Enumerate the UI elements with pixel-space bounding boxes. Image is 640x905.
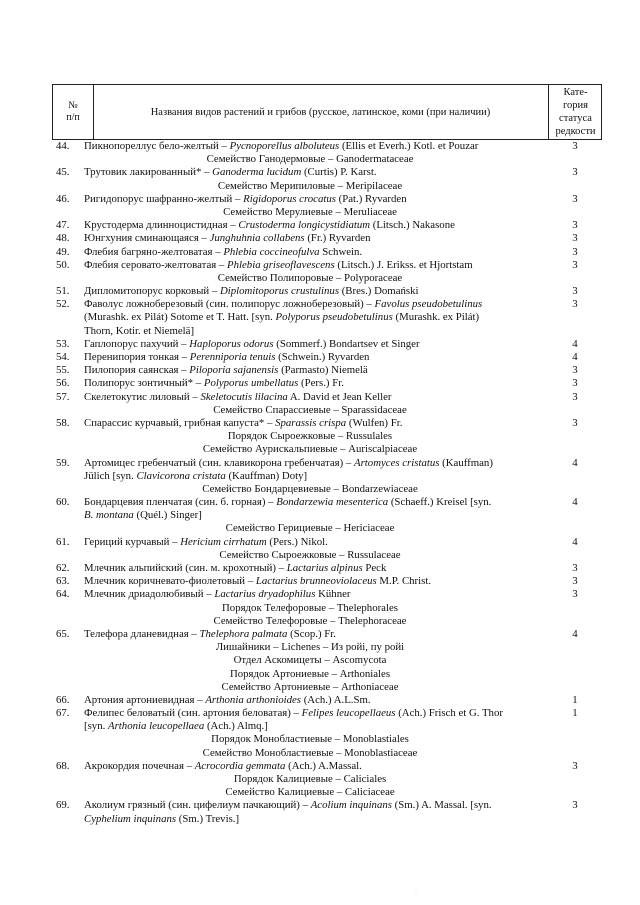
taxon-heading xyxy=(0,602,640,615)
species-row xyxy=(0,285,640,298)
row-number: 65. xyxy=(56,627,70,640)
common-name: Трутовик лакированный* – xyxy=(84,166,213,179)
author-citation: (Sm.) A. Massal. [syn. xyxy=(391,799,492,812)
species-name xyxy=(84,219,544,232)
species-name-continued xyxy=(84,720,544,733)
species-row xyxy=(0,166,640,179)
taxon-heading xyxy=(0,272,640,285)
rarity-category: 4 xyxy=(572,351,578,363)
header-category-column: Кате- гория статуса редкости xyxy=(555,87,596,137)
row-number: 52. xyxy=(56,298,70,311)
latin-name: Ganoderma lucidum xyxy=(212,166,302,179)
species-row xyxy=(0,232,640,245)
rarity-category: 1 xyxy=(572,693,578,706)
author-citation: Peck xyxy=(362,562,387,574)
taxon-heading xyxy=(0,483,640,496)
species-name xyxy=(84,588,544,601)
row-number: 56. xyxy=(56,377,70,390)
rarity-category: 4 xyxy=(572,337,578,350)
species-row xyxy=(0,140,640,153)
author-citation: (Pers.) Nikol. xyxy=(266,535,328,548)
species-row xyxy=(0,193,640,206)
latin-name: B. montana xyxy=(84,509,134,522)
header-number-column: № п/п xyxy=(66,100,80,123)
row-number: 61. xyxy=(56,535,70,548)
species-name xyxy=(84,259,544,272)
latin-name: Clavicorona cristata xyxy=(136,469,226,482)
author-citation: (Litsch.) J. Erikss. et Hjortstam xyxy=(334,258,473,271)
taxon-heading-text: Семейство Герициевые – Hericiaceae xyxy=(225,522,395,535)
taxon-heading xyxy=(0,404,640,417)
taxon-heading-text: Семейство Артониевые – Arthoniaceae xyxy=(221,680,399,693)
latin-name: Junghuhnia collabens xyxy=(209,232,305,245)
author-citation: (Schaeff.) Kreisel [syn. xyxy=(388,496,492,509)
taxon-heading xyxy=(0,430,640,443)
taxon-heading-text: Семейство Калициевые – Caliciaceae xyxy=(225,786,395,799)
author-citation: Schwein. xyxy=(319,245,363,258)
row-number: 46. xyxy=(56,192,70,205)
latin-name: Sparassis crispa xyxy=(275,416,347,429)
continued-text: Jülich [syn. xyxy=(84,469,137,482)
latin-name: Rigidoporus crocatus xyxy=(243,192,336,205)
author-citation: (Kauffman) xyxy=(439,456,493,469)
row-number: 62. xyxy=(56,562,70,574)
species-row xyxy=(0,391,640,404)
author-citation: (Schwein.) Ryvarden xyxy=(275,351,370,363)
latin-name: Acrocordia gemmata xyxy=(194,759,286,772)
common-name: Флебия серовато-желтоватая – xyxy=(84,258,228,271)
taxon-heading xyxy=(0,641,640,654)
author-citation: (Scop.) Fr. xyxy=(287,627,336,640)
common-name: Фаволус ложноберезовый (син. полипорус ложноберезовый) – xyxy=(84,298,375,311)
species-name xyxy=(84,246,544,259)
taxon-heading xyxy=(0,654,640,667)
author-citation: (Ach.) A.L.Sm. xyxy=(301,693,371,706)
species-name xyxy=(84,496,544,509)
species-row-continuation xyxy=(0,470,640,483)
latin-name: Pycnoporellus alboluteus xyxy=(229,140,340,152)
common-name: Ригидопорус шафранно-желтый – xyxy=(84,192,244,205)
species-name-continued xyxy=(84,470,544,483)
species-row xyxy=(0,760,640,773)
taxon-heading-text: Семейство Бондарцевиевые – Bondarzewiaceae xyxy=(202,482,418,495)
species-row xyxy=(0,562,640,575)
row-number: 49. xyxy=(56,245,70,258)
species-row xyxy=(0,298,640,311)
species-row xyxy=(0,219,640,232)
species-name-continued xyxy=(84,325,544,338)
latin-name: Artomyces cristatus xyxy=(354,456,440,469)
row-number: 53. xyxy=(56,337,70,350)
common-name: Млечник альпийский (син. м. крохотный) – xyxy=(84,562,287,574)
rarity-category: 1 xyxy=(572,707,578,720)
taxon-heading xyxy=(0,747,640,760)
rarity-category: 3 xyxy=(572,232,578,245)
latin-name: Perenniporia tenuis xyxy=(189,351,276,363)
species-name xyxy=(84,377,544,390)
taxon-heading xyxy=(0,668,640,681)
species-name xyxy=(84,232,544,245)
header-names-column: Названия видов растений и грибов (русское, латинское, коми (при наличии) xyxy=(150,106,491,118)
row-number: 60. xyxy=(56,496,70,509)
species-row xyxy=(0,457,640,470)
common-name: Спарассис курчавый, грибная капуста* – xyxy=(84,416,276,429)
continued-text: [syn. xyxy=(84,720,108,733)
common-name: Крустодерма длинноцистидная – xyxy=(84,219,239,232)
species-name xyxy=(84,166,544,179)
species-row xyxy=(0,259,640,272)
rarity-category: 4 xyxy=(572,496,578,509)
author-citation: (Sommerf.) Bondartsev et Singer xyxy=(273,337,420,350)
taxon-heading-text: Порядок Телефоровые – Thelephorales xyxy=(222,601,398,614)
species-name xyxy=(84,391,544,404)
species-name xyxy=(84,364,544,377)
taxon-heading-text: Семейство Сыроежковые – Russulaceae xyxy=(219,548,401,561)
common-name: Скелетокутис лиловый – xyxy=(84,390,201,403)
taxon-heading xyxy=(0,522,640,535)
species-row xyxy=(0,575,640,588)
common-name: Дипломитопорус корковый – xyxy=(84,285,220,298)
latin-name: Diplomitoporus crustulinus xyxy=(219,285,340,298)
species-row-continuation xyxy=(0,311,640,324)
rarity-category: 3 xyxy=(572,219,578,232)
species-name xyxy=(84,760,544,773)
rarity-category: 3 xyxy=(572,390,578,403)
species-row-continuation xyxy=(0,509,640,522)
rarity-category: 3 xyxy=(572,192,578,205)
common-name: Млечник дриадолюбивый – xyxy=(84,588,215,601)
rarity-category: 3 xyxy=(572,245,578,258)
common-name: Гериций курчавый – xyxy=(84,535,181,548)
species-name xyxy=(84,707,544,720)
row-number: 66. xyxy=(56,693,70,706)
taxon-heading-text: Семейство Полипоровые – Polyporaceae xyxy=(217,271,403,284)
row-number: 45. xyxy=(56,166,70,179)
latin-name: Phlebia griseoflavescens xyxy=(227,258,335,271)
latin-name: Lactarius dryadophilus xyxy=(214,588,316,601)
latin-name: Hericium cirrhatum xyxy=(180,535,267,548)
species-name xyxy=(84,536,544,549)
species-name-continued xyxy=(84,311,544,324)
species-name xyxy=(84,694,544,707)
taxon-heading xyxy=(0,443,640,456)
taxon-heading xyxy=(0,773,640,786)
author-citation: (Fr.) Ryvarden xyxy=(304,232,371,245)
latin-name: Thelephora palmata xyxy=(199,627,288,640)
author-citation: (Sm.) Trevis.] xyxy=(176,812,240,825)
taxon-heading-text: Семейство Аурискальпиевые – Auriscalpiaceae xyxy=(202,443,418,456)
species-name xyxy=(84,193,544,206)
common-name: Аколиум грязный (син. цифелиум пачкающий) – xyxy=(84,799,311,812)
rarity-category: 3 xyxy=(572,799,578,812)
row-number: 68. xyxy=(56,759,70,772)
species-row xyxy=(0,246,640,259)
author-citation: M.P. Christ. xyxy=(376,575,432,588)
rarity-category: 4 xyxy=(572,627,578,640)
latin-name: Felipes leucopellaeus xyxy=(301,707,396,720)
author-citation: (Ach.) A.Massal. xyxy=(285,759,362,772)
row-number: 50. xyxy=(56,258,70,271)
species-row xyxy=(0,536,640,549)
author-citation: (Wulfen) Fr. xyxy=(346,416,403,429)
taxon-heading xyxy=(0,786,640,799)
latin-name: Skeletocutis lilacina xyxy=(200,390,288,403)
species-name xyxy=(84,351,544,364)
species-row xyxy=(0,338,640,351)
species-name-continued xyxy=(84,813,544,826)
species-row xyxy=(0,588,640,601)
common-name: Пикнопореллус бело-желтый – xyxy=(84,140,230,152)
author-citation: (Kauffman) Doty] xyxy=(225,469,308,482)
taxon-heading xyxy=(0,153,640,166)
species-row xyxy=(0,799,640,812)
common-name: Фелипес беловатый (син. артония беловатая) – xyxy=(84,707,302,720)
taxon-heading xyxy=(0,615,640,628)
author-citation: Kühner xyxy=(315,588,351,601)
latin-name: Bondarzewia mesenterica xyxy=(276,496,389,509)
rarity-category: 3 xyxy=(572,258,578,271)
author-citation: A. David et Jean Keller xyxy=(287,390,392,403)
species-name xyxy=(84,285,544,298)
row-number: 58. xyxy=(56,416,70,429)
row-number: 55. xyxy=(56,364,70,377)
latin-name: Haploporus odorus xyxy=(189,337,274,350)
common-name: Артомицес гребенчатый (син. клавикорона гребенчатая) – xyxy=(84,456,354,469)
author-citation: (Parmasto) Niemelä xyxy=(278,364,368,377)
latin-name: Arthonia leucopellaea xyxy=(108,720,205,733)
latin-name: Lactarius alpinus xyxy=(286,562,363,574)
rarity-category: 4 xyxy=(572,456,578,469)
latin-name: Crustoderma longicystidiatum xyxy=(238,219,371,232)
species-row-continuation xyxy=(0,813,640,826)
taxon-heading-text: Семейство Телефоровые – Thelephoraceae xyxy=(213,614,407,627)
author-citation: (Litsch.) Nakasone xyxy=(370,219,455,232)
row-number: 57. xyxy=(56,390,70,403)
continued-text: Thorn, Kotir. et Niemelä] xyxy=(84,324,195,337)
species-row xyxy=(0,496,640,509)
species-name xyxy=(84,417,544,430)
species-name xyxy=(84,140,544,153)
species-name xyxy=(84,457,544,470)
taxon-heading xyxy=(0,681,640,694)
species-row xyxy=(0,628,640,641)
rarity-category: 3 xyxy=(572,575,578,588)
taxon-heading-text: Семейство Мерулиевые – Meruliaceae xyxy=(223,205,397,218)
species-name xyxy=(84,575,544,588)
taxon-heading-text: Семейство Мерипиловые – Meripilaceae xyxy=(217,179,403,192)
common-name: Млечник коричневато-фиолетовый – xyxy=(84,575,256,588)
taxon-heading-text: Семейство Ганодермовые – Ganodermataceae xyxy=(206,153,414,166)
rarity-category: 4 xyxy=(572,535,578,548)
latin-name: Phlebia coccineofulva xyxy=(223,245,320,258)
common-name: Гаплопорус пахучий – xyxy=(84,337,190,350)
species-name xyxy=(84,338,544,351)
row-number: 64. xyxy=(56,588,70,601)
common-name: Телефора дланевидная – xyxy=(84,627,200,640)
scan-speck: · xyxy=(415,888,417,894)
row-number: 59. xyxy=(56,456,70,469)
row-number: 54. xyxy=(56,351,70,363)
author-citation: (Ach.) Frisch et G. Thor xyxy=(395,707,503,720)
species-row xyxy=(0,707,640,720)
rarity-category: 3 xyxy=(572,166,578,179)
taxon-heading-text: Семейство Спарассиевые – Sparassidaceae xyxy=(213,403,407,416)
species-name xyxy=(84,562,544,575)
taxon-heading-text: Порядок Сыроежковые – Russulales xyxy=(227,430,393,443)
common-name: Пилопория саянская – xyxy=(84,364,190,377)
common-name: Флебия багряно-желтоватая – xyxy=(84,245,224,258)
species-name xyxy=(84,799,544,812)
row-number: 44. xyxy=(56,140,70,152)
common-name: Перенипория тонкая – xyxy=(84,351,190,363)
row-number: 69. xyxy=(56,799,70,812)
rarity-category: 3 xyxy=(572,298,578,311)
row-number: 67. xyxy=(56,707,70,720)
species-row xyxy=(0,364,640,377)
row-number: 63. xyxy=(56,575,70,588)
latin-name: Acolium inquinans xyxy=(310,799,392,812)
rarity-category: 3 xyxy=(572,759,578,772)
rarity-category: 3 xyxy=(572,377,578,390)
taxon-heading xyxy=(0,549,640,562)
taxon-heading-text: Порядок Калициевые – Caliciales xyxy=(233,773,387,785)
common-name: Артония артониевидная – xyxy=(84,693,206,706)
row-number: 48. xyxy=(56,232,70,245)
common-name: Акрокордия почечная – xyxy=(84,759,195,772)
species-name xyxy=(84,298,544,311)
common-name: Юнгхуния сминающаяся – xyxy=(84,232,210,245)
species-row-continuation xyxy=(0,325,640,338)
species-row xyxy=(0,417,640,430)
taxon-heading-text: Отдел Аскомицеты – Ascomycota xyxy=(233,654,387,667)
latin-name: Cyphelium inquinans xyxy=(84,812,177,825)
taxon-heading-text: Порядок Монобластиевые – Monoblastiales xyxy=(211,733,409,746)
taxon-heading-text: Лишайники – Lichenes – Из ройі, пу ройі xyxy=(215,641,405,654)
table-header xyxy=(52,84,602,140)
author-citation: (Pat.) Ryvarden xyxy=(335,192,407,205)
species-row xyxy=(0,694,640,707)
species-name-continued xyxy=(84,509,544,522)
common-name: Бондарцевия пленчатая (син. б. горная) – xyxy=(84,496,277,509)
row-number: 51. xyxy=(56,285,70,298)
rarity-category: 3 xyxy=(572,416,578,429)
common-name: Полипорус зонтичный* – xyxy=(84,377,204,390)
row-number: 47. xyxy=(56,219,70,232)
latin-name: Polyporus pseudobetulinus xyxy=(275,311,393,324)
author-citation: (Quél.) Singer] xyxy=(133,509,202,522)
taxon-heading xyxy=(0,733,640,746)
taxon-heading xyxy=(0,206,640,219)
latin-name: Polyporus umbellatus xyxy=(203,377,299,390)
species-name xyxy=(84,628,544,641)
taxon-heading-text: Порядок Артониевые – Arthoniales xyxy=(229,667,391,680)
latin-name: Favolus pseudobetulinus xyxy=(374,298,483,311)
author-citation: (Murashk. ex Pilát) xyxy=(392,311,480,324)
author-citation: (Bres.) Domański xyxy=(339,285,419,298)
author-citation: (Ellis et Everh.) Kotl. et Pouzar xyxy=(339,140,479,152)
species-row xyxy=(0,377,640,390)
taxon-heading-text: Семейство Монобластиевые – Monoblastiaceae xyxy=(202,746,418,759)
latin-name: Arthonia arthonioides xyxy=(205,693,302,706)
species-row xyxy=(0,351,640,364)
species-list xyxy=(0,140,640,826)
author-citation: (Pers.) Fr. xyxy=(298,377,344,390)
latin-name: Lactarius brunneoviolaceus xyxy=(255,575,377,588)
rarity-category: 3 xyxy=(572,285,578,298)
rarity-category: 3 xyxy=(572,588,578,601)
author-citation: (Curtis) P. Karst. xyxy=(301,166,377,179)
rarity-category: 3 xyxy=(572,140,578,152)
continued-text: (Murashk. ex Pilát) Sotome et T. Hatt. [syn. xyxy=(84,311,276,324)
rarity-category: 3 xyxy=(572,562,578,574)
species-row-continuation xyxy=(0,720,640,733)
rarity-category: 3 xyxy=(572,364,578,377)
taxon-heading xyxy=(0,180,640,193)
author-citation: (Ach.) Almq.] xyxy=(204,720,268,733)
latin-name: Piloporia sajanensis xyxy=(189,364,279,377)
